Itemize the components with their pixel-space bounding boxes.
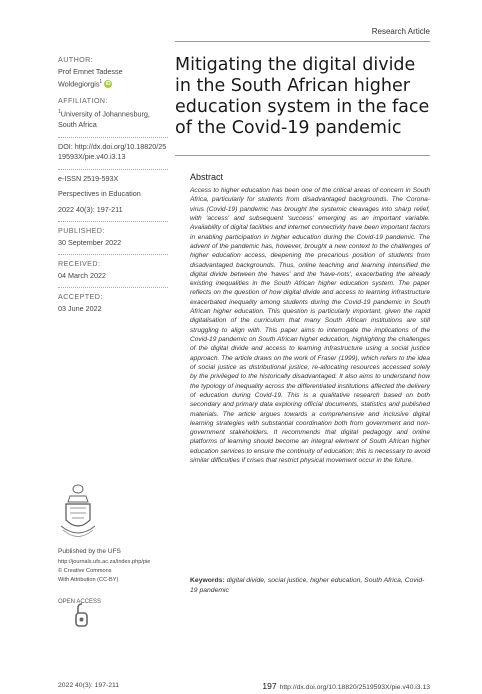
page-number: 197	[262, 681, 277, 691]
affiliation-text	[58, 107, 168, 130]
publisher-block	[58, 547, 173, 585]
accepted-label: ACCEPTED:	[58, 292, 103, 302]
publisher-url[interactable]: http://journals.ufs.ac.za/index.php/pie	[58, 559, 151, 565]
accepted-block	[58, 292, 168, 314]
license-line-1: © Creative Commons	[58, 568, 112, 574]
affiliation-block	[58, 96, 168, 131]
sidebar-divider	[58, 287, 168, 288]
title-divider	[175, 155, 430, 156]
keywords-block	[190, 576, 430, 595]
article-type-label: Research Article	[371, 27, 430, 36]
journal-name: Perspectives in Education	[58, 189, 141, 199]
abstract-body: Access to higher education has been one of the critical areas of concern in South Africa, particularly for students from disadvantaged backgrounds. The Corona-virus (Covid-19) pandemic has brought the systemic cleavages into sharp relief, with 'access' and subsequent 'success' emerging as an important variable. Availability of digital facilities and internet connectivity have been important factors in enabling participation in higher education during the Covid-19 pandemic. The advent of the pandemic has, however, brought a new context to the challenges of higher education access, deepening the precarious position of students from disadvantaged backgrounds. Thus, online teaching and learning intensified the digital divide between the 'haves' and the 'have-nots', exacerbating the already existing inequalities in the South African higher education system. The paper reflects on the question of how digital divide and access to learning infrastructure exacerbated inequality among students during the Covid-19 pandemic in South African higher education. This question is particularly important, given the rapid digitalisation of the curriculum that many South African institutions are still struggling to align with. This paper aims to interrogate the implications of the Covid-19 pandemic on South African higher education, highlighting the challenges of the digital divide and access to learning infrastructure using a social justice approach. The article draws on the work of Fraser (1999), which refers to the idea of social justice as distributional justice, re-allocating resources accessed solely by the privileged to the historically disadvantaged. It also aims to understand how the typology of inequality across the differentiated institutions affected the delivery of education during Covid-19. This is a qualitative research based on both secondary and primary data exploring official documents, statistics and published materials. The article argues towards a comprehensive and inclusive digital learning strategies with substantial coordination both from government and non-government stakeholders. It recommends that digital pedagogy and online platforms of learning should become an integral element of South African higher education services to ensure the continuity of education; this is necessary to avoid similar difficulties if crises that restrict physical movement occur in the future.	[190, 187, 430, 465]
footer-volume: 2022 40(3): 197-211	[58, 682, 120, 689]
ufs-crest-logo	[58, 482, 98, 544]
author-block	[58, 55, 168, 90]
publisher-name: Published by the UFS	[58, 548, 121, 555]
footer-doi-block	[262, 681, 430, 691]
eissn: e-ISSN 2519-593X	[58, 173, 119, 183]
received-block	[58, 259, 168, 281]
doi-link[interactable]: DOI: http://dx.doi.org/10.18820/2519593X/pie.v40.i3.13	[58, 141, 167, 162]
published-block	[58, 226, 168, 248]
footer-doi[interactable]: http://dx.doi.org/10.18820/2519593X/pie.v40.i3.13	[279, 684, 430, 691]
author-label: AUTHOR:	[58, 55, 94, 64]
abstract-heading: Abstract	[190, 172, 224, 182]
author-sup: 1	[99, 79, 103, 85]
header-divider	[175, 41, 430, 42]
journal-volume: 2022 40(3): 197-211	[58, 204, 123, 214]
license-line-2: With Attribution (CC-BY)	[58, 577, 119, 583]
sidebar-divider	[58, 254, 168, 255]
open-access-text: OPEN ACCESS	[58, 599, 102, 605]
orcid-icon[interactable]: iD	[105, 81, 111, 88]
accepted-date: 03 June 2022	[58, 303, 102, 313]
published-label: PUBLISHED:	[58, 226, 105, 236]
published-date: 30 September 2022	[58, 237, 122, 247]
received-label: RECEIVED:	[58, 259, 101, 269]
open-access-logo	[58, 593, 118, 633]
author-name	[58, 67, 168, 90]
article-metadata-sidebar	[58, 55, 168, 320]
keywords-label: Keywords:	[190, 577, 225, 584]
article-title: Mitigating the digital divide in the South African higher education system in the face of the Covid-19 pandemic	[175, 55, 430, 138]
affiliation-sup: 1	[58, 109, 61, 116]
sidebar-divider	[58, 169, 168, 170]
author-name-text: Prof Emnet Tadesse Woldegiorgis	[58, 66, 123, 89]
keywords-text: digital divide, social justice, higher education, South Africa, Covid-19 pandemic	[190, 577, 425, 594]
received-date: 04 March 2022	[58, 270, 106, 280]
affiliation-label: AFFILIATION:	[58, 95, 108, 105]
sidebar-divider	[58, 137, 168, 138]
sidebar-divider	[58, 221, 168, 222]
affiliation-text-content: University of Johannesburg, South Africa	[58, 109, 150, 130]
